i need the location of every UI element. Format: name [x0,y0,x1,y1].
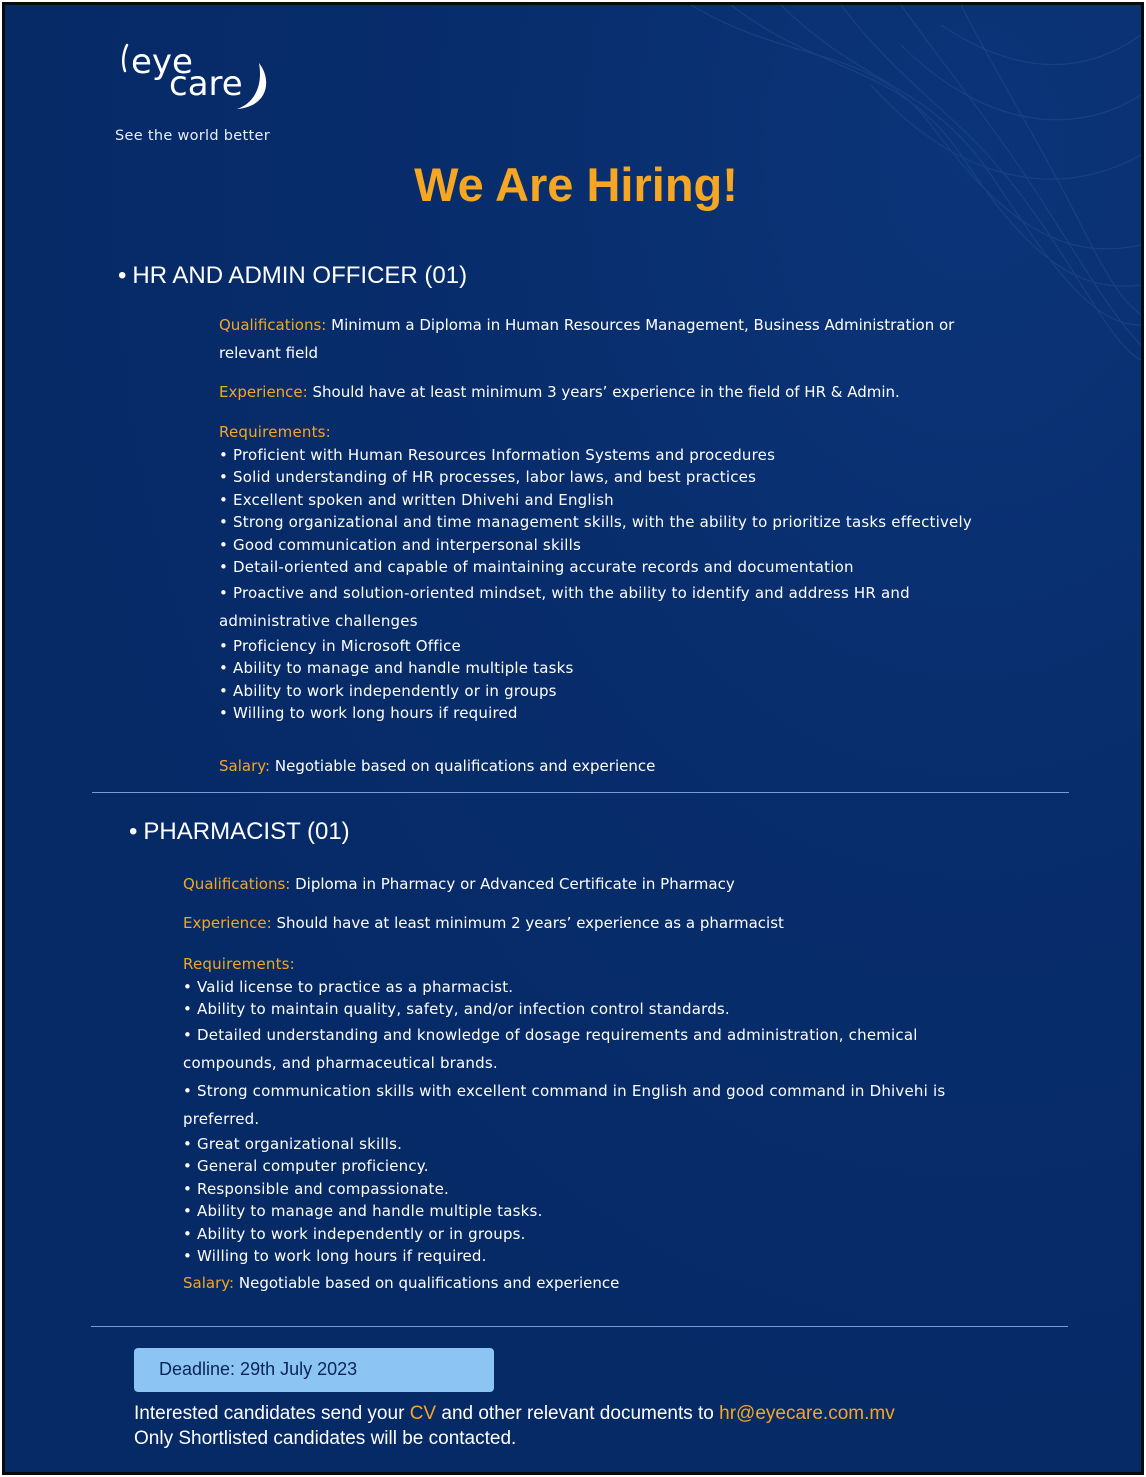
requirements-label: Requirements: [183,955,295,973]
requirement-item: • Ability to maintain quality, safety, and/or infection control standards. [183,1000,730,1018]
requirement-item: • Proficient with Human Resources Information Systems and procedures [219,445,776,464]
experience-value: Should have at least minimum 3 years’ experience in the field of HR & Admin. [312,383,900,401]
requirement-item: • Good communication and interpersonal skills [219,535,581,554]
requirement-item: • Strong communication skills with excellent command in English and good command in Dhivehi is preferred. [183,1081,946,1128]
requirement-item: • Proactive and solution-oriented mindset, with the ability to identify and address HR and administrative challenges [219,583,910,630]
requirements-label: Requirements: [219,423,331,441]
job-poster [2,2,1144,1475]
hr-experience [219,378,1019,406]
email-link[interactable]: hr@eyecare.com.mv [719,1403,895,1424]
requirement-item: • Excellent spoken and written Dhivehi and English [219,490,614,509]
hr-salary [219,752,1019,780]
shortlist-note: Only Shortlisted candidates will be contacted. [134,1428,517,1449]
hr-requirements [219,421,1009,725]
job-title-text: HR AND ADMIN OFFICER (01) [132,262,468,289]
requirement-item: • Ability to work independently or in groups [219,681,557,700]
job-title-text: PHARMACIST (01) [143,818,350,845]
qualifications-value: Diploma in Pharmacy or Advanced Certificate in Pharmacy [295,875,735,893]
qualifications-label: Qualifications: [183,875,291,893]
experience-label: Experience: [183,914,272,932]
job-title-bullet: • [118,262,127,289]
salary-value: Negotiable based on qualifications and experience [238,1274,620,1292]
logo-text-eye: eye [131,42,193,82]
apply-line [134,1401,895,1426]
application-instructions [134,1401,895,1451]
requirement-item: • Great organizational skills. [183,1134,403,1153]
eyecare-logo [117,33,287,123]
apply-text: Interested candidates send your [134,1403,410,1424]
job-title-pharmacist [129,818,350,846]
requirement-item: • Detailed understanding and knowledge of dosage requirements and administration, chemical compounds, and pharmaceutical brands. [183,1025,918,1072]
salary-label: Salary: [219,757,271,775]
requirement-item: • Ability to manage and handle multiple tasks. [183,1202,543,1220]
pharmacist-qualifications [183,870,983,898]
requirement-item: • Ability to manage and handle multiple tasks [219,659,574,677]
apply-text: and other relevant documents to [436,1403,720,1424]
qualifications-label: Qualifications: [219,316,327,334]
section-divider [92,792,1069,793]
requirement-item: • Willing to work long hours if required [219,704,518,722]
job-title-bullet: • [129,818,138,845]
cv-highlight: CV [409,1403,437,1424]
job-title-hr-admin [118,262,467,290]
requirement-item: • Willing to work long hours if required. [183,1247,487,1265]
requirement-item: • Strong organizational and time management skills, with the ability to prioritize tasks effectively [219,513,972,531]
deadline-badge: Deadline: 29th July 2023 [134,1348,494,1392]
experience-value: Should have at least minimum 2 years’ experience as a pharmacist [276,914,784,932]
pharmacist-requirements [183,953,973,1268]
hr-qualifications [219,311,989,367]
salary-value: Negotiable based on qualifications and experience [274,757,656,775]
eyecare-logo-mark [117,33,287,123]
pharmacist-experience [183,909,983,937]
experience-label: Experience: [219,383,308,401]
requirement-item: • Proficiency in Microsoft Office [219,636,461,655]
requirement-item: • Responsible and compassionate. [183,1179,449,1198]
qualifications-value: Minimum a Diploma in Human Resources Management, Business Administration or relevant field [219,316,955,362]
page-headline: We Are Hiring! [414,158,738,211]
requirement-item: • Detail-oriented and capable of maintaining accurate records and documentation [219,558,854,576]
requirement-item: • Ability to work independently or in groups. [183,1224,526,1243]
requirement-item: • General computer proficiency. [183,1157,429,1175]
section-divider [91,1326,1068,1327]
pharmacist-salary [183,1269,983,1297]
salary-label: Salary: [183,1274,235,1292]
logo-text-care: care [169,64,243,104]
requirement-item: • Valid license to practice as a pharmacist. [183,977,514,996]
tagline: See the world better [115,128,270,144]
requirement-item: • Solid understanding of HR processes, labor laws, and best practices [219,468,757,486]
